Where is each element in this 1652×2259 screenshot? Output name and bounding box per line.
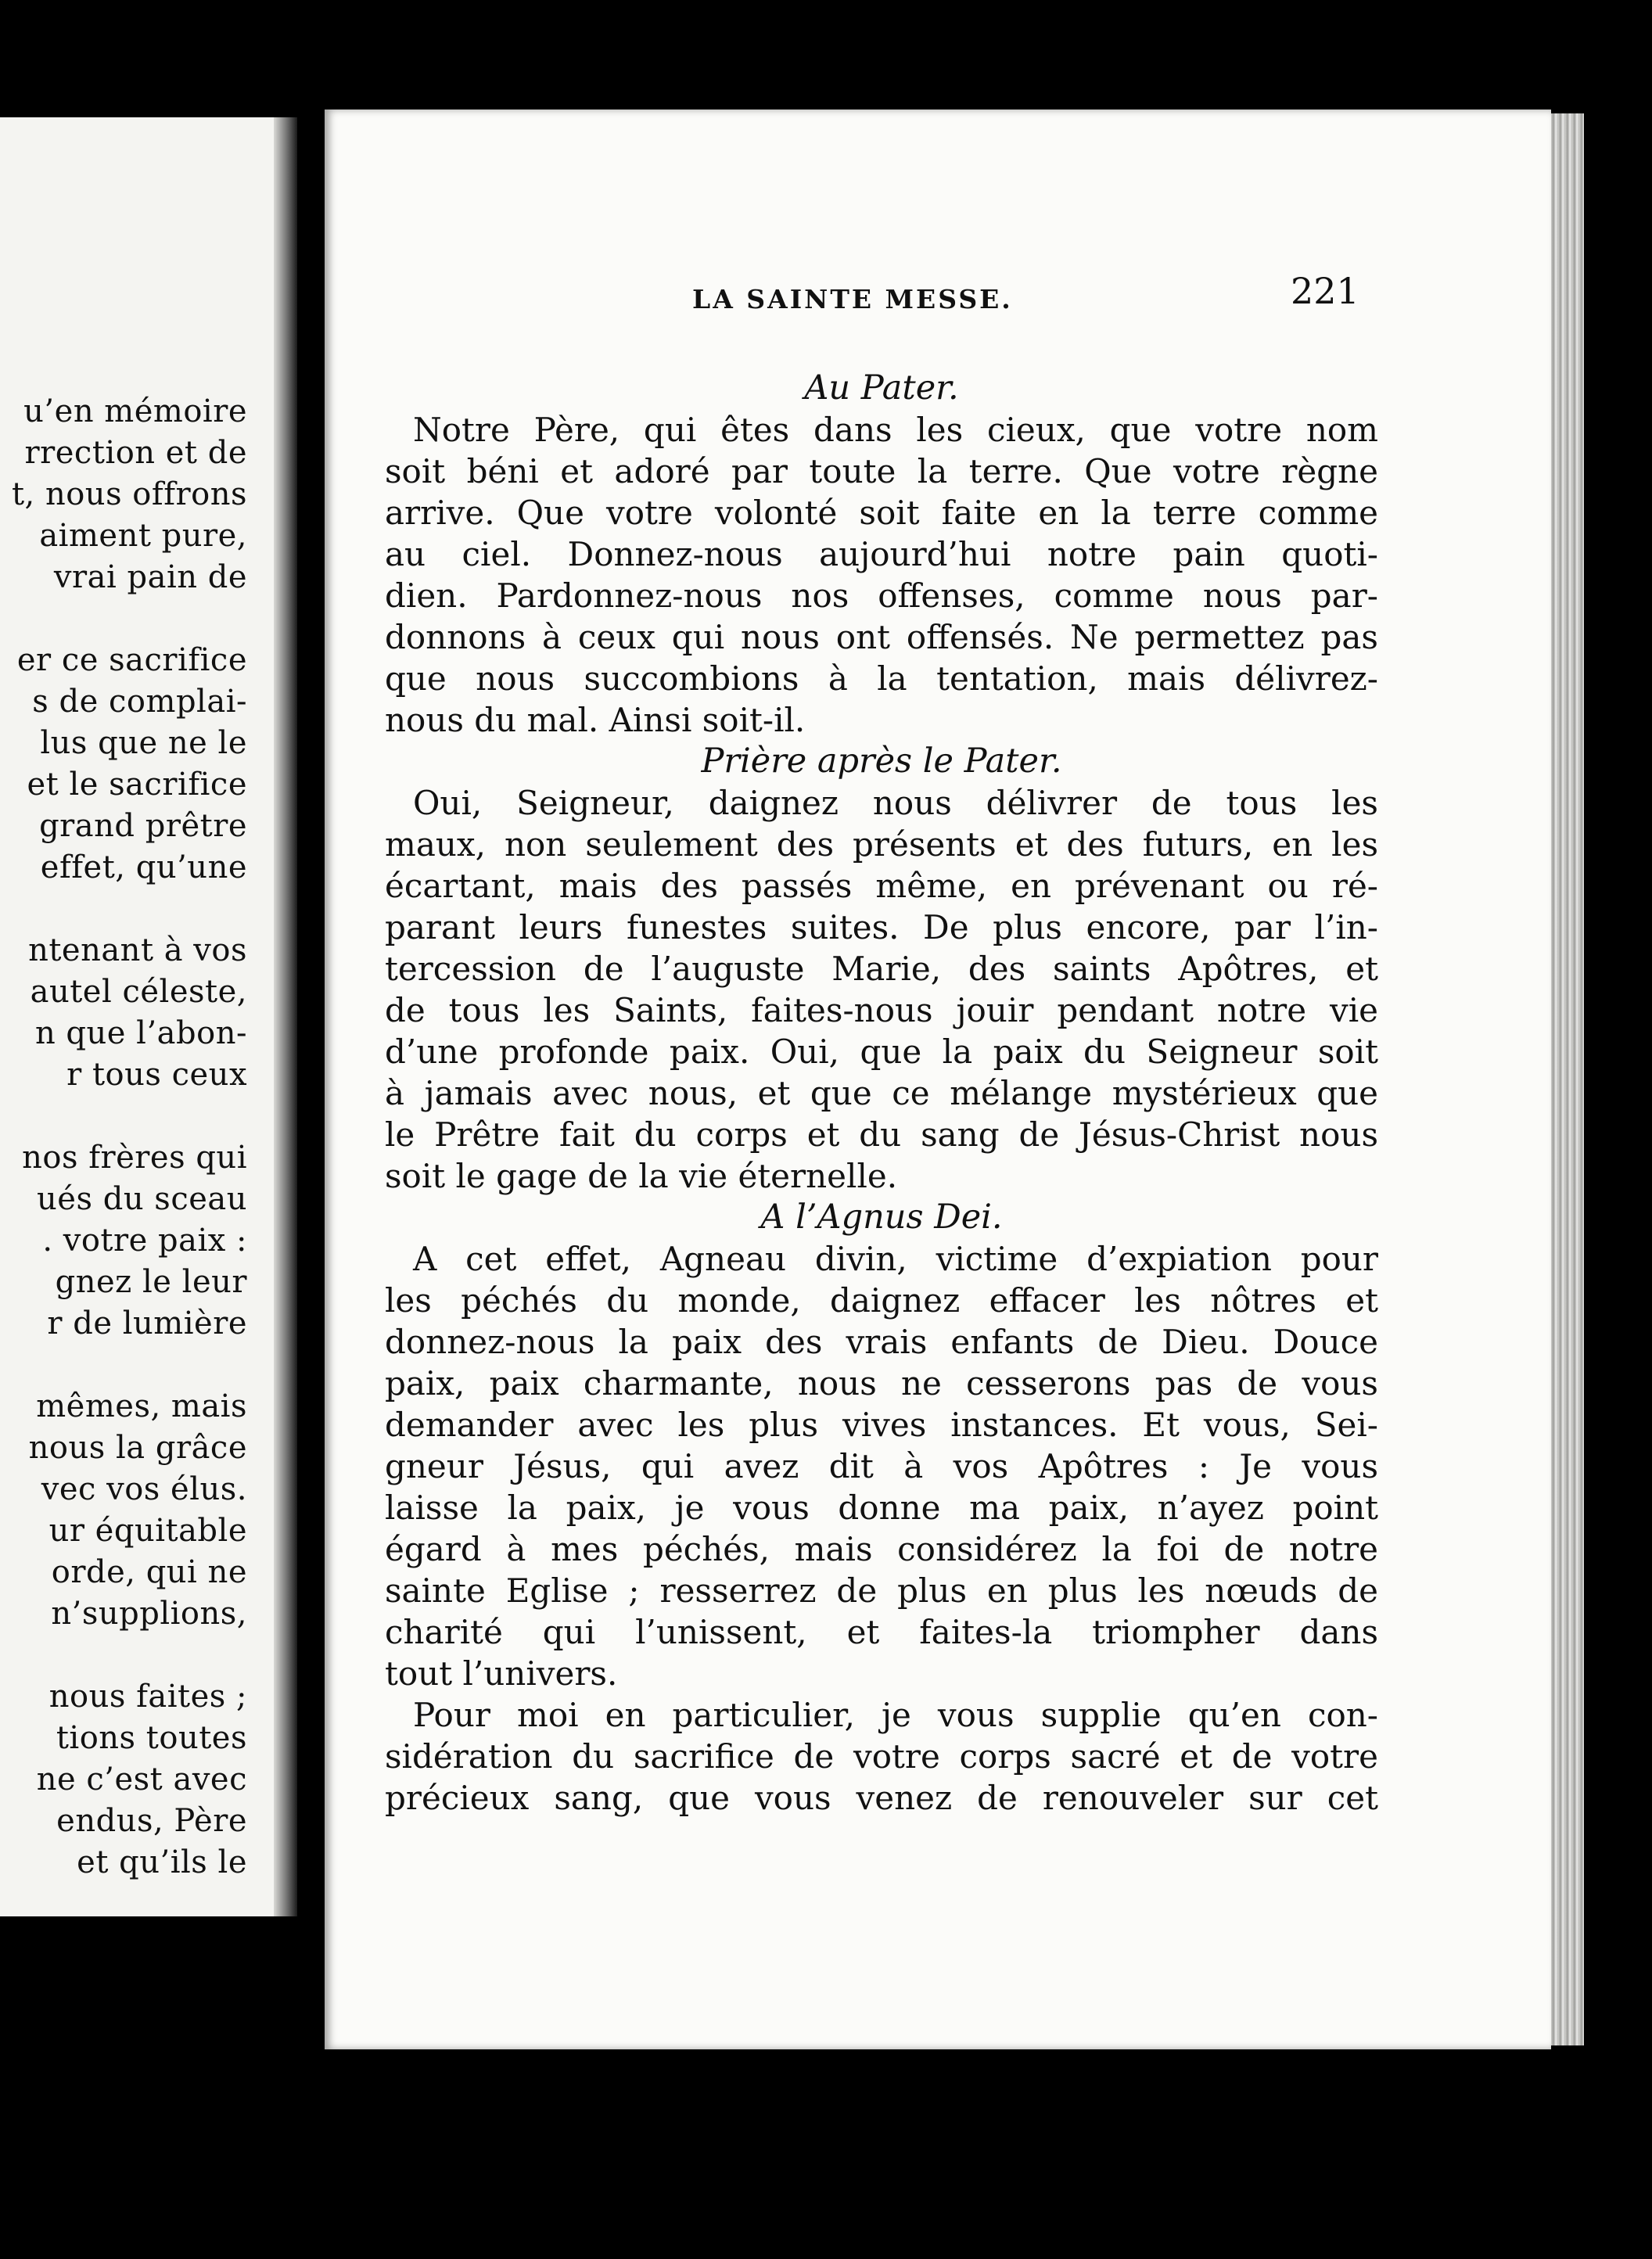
text-line: tout l’univers.	[385, 1654, 618, 1693]
text-line: dien. Pardonnez-nous nos offenses, comme nous par-	[385, 576, 1378, 615]
text-line: Pour moi en particulier, je vous supplie qu’en con-	[413, 1696, 1378, 1734]
text-line: tercession de l’auguste Marie, des saints Apôtres, et	[385, 950, 1378, 988]
left-page-line: tions toutes	[56, 1720, 247, 1756]
left-page-line: lus que ne le	[40, 725, 247, 761]
left-page-line: u’en mémoire	[23, 393, 247, 429]
left-page-line: ués du sceau	[37, 1181, 247, 1217]
text-line: Oui, Seigneur, daignez nous délivrer de tous les	[413, 784, 1378, 822]
text-line: les péchés du monde, daignez effacer les nôtres et	[385, 1281, 1378, 1320]
left-page-line	[12, 1345, 247, 1386]
text-line: écartant, mais des passés même, en prévenant ou ré-	[385, 867, 1378, 905]
text-line: que nous succombions à la tentation, mais délivrez-	[385, 659, 1378, 698]
text-line: gneur Jésus, qui avez dit à vos Apôtres : Je vous	[385, 1447, 1378, 1485]
left-page-line: et qu’ils le	[77, 1844, 247, 1880]
text-line: soit le gage de la vie éternelle.	[385, 1157, 898, 1195]
text-line: donnez-nous la paix des vrais enfants de Dieu. Douce	[385, 1323, 1378, 1361]
text-line: A cet effet, Agneau divin, victime d’expiation pour	[413, 1240, 1378, 1278]
left-page-line: rrection et de	[24, 435, 247, 471]
section-heading: Prière après le Pater.	[701, 742, 1062, 781]
text-line: d’une profonde paix. Oui, que la paix du Seigneur soit	[385, 1033, 1378, 1071]
left-page-line: s de complai-	[32, 684, 247, 720]
left-page-line	[12, 598, 247, 640]
text-line: sidération du sacrifice de votre corps sacré et de votre	[385, 1737, 1378, 1776]
left-page-line: n que l’abon-	[34, 1015, 247, 1051]
running-head: LA SAINTE MESSE.	[692, 284, 1013, 314]
left-page-line: nous faites ;	[48, 1679, 247, 1715]
text-line: soit béni et adoré par toute la terre. Que votre règne	[385, 452, 1378, 490]
left-page-line	[12, 1096, 247, 1137]
left-page-line: autel céleste,	[30, 974, 247, 1010]
text-line: précieux sang, que vous venez de renouveler sur cet	[385, 1779, 1378, 1817]
text-line: arrive. Que votre volonté soit faite en la terre comme	[385, 494, 1378, 532]
text-line: charité qui l’unissent, et faites-la triompher dans	[385, 1613, 1378, 1651]
left-page-line: . votre paix :	[42, 1223, 247, 1259]
section-heading: Au Pater.	[804, 368, 959, 408]
left-page-line: mêmes, mais	[36, 1388, 247, 1424]
text-line: Notre Père, qui êtes dans les cieux, que votre nom	[413, 411, 1378, 449]
left-page-line: nos frères qui	[22, 1140, 247, 1176]
section-heading: A l’Agnus Dei.	[760, 1198, 1003, 1237]
left-page-line: vrai pain de	[53, 559, 247, 595]
text-line: le Prêtre fait du corps et du sang de Jésus-Christ nous	[385, 1115, 1378, 1154]
page-edges	[1551, 113, 1584, 2045]
text-line: sainte Eglise ; resserrez de plus en plus les nœuds de	[385, 1571, 1378, 1610]
left-page-line: er ce sacrifice	[16, 642, 247, 678]
left-page-line: nous la grâce	[28, 1430, 247, 1466]
text-line: laisse la paix, je vous donne ma paix, n’ayez point	[385, 1489, 1378, 1527]
text-line: au ciel. Donnez-nous aujourd’hui notre pain quoti-	[385, 535, 1378, 573]
left-page-line: aiment pure,	[39, 518, 247, 554]
left-page-line: r tous ceux	[66, 1057, 247, 1093]
book-gutter	[274, 117, 297, 1916]
text-line: nous du mal. Ainsi soit-il.	[385, 701, 806, 739]
left-page-line: n’supplions,	[51, 1596, 247, 1632]
left-page-line: t, nous offrons	[11, 476, 247, 512]
text-line: paix, paix charmante, nous ne cesserons pas de vous	[385, 1364, 1378, 1402]
left-page-line: et le sacrifice	[27, 767, 247, 803]
left-page-line: vec vos élus.	[41, 1471, 247, 1507]
page-body	[385, 368, 1378, 1819]
text-line: parant leurs funestes suites. De plus encore, par l’in-	[385, 908, 1378, 946]
left-page-line: endus, Père	[56, 1803, 247, 1839]
page-number: 221	[1291, 270, 1359, 312]
left-page-line: effet, qu’une	[40, 849, 247, 885]
text-line: demander avec les plus vives instances. Et vous, Sei-	[385, 1406, 1378, 1444]
text-line: de tous les Saints, faites-nous jouir pendant notre vie	[385, 991, 1378, 1029]
text-line: à jamais avec nous, et que ce mélange mystérieux que	[385, 1074, 1378, 1112]
left-page-line: orde, qui ne	[51, 1554, 247, 1590]
left-page-line	[12, 1635, 247, 1676]
left-page-line: grand prêtre	[39, 808, 247, 844]
text-line: égard à mes péchés, mais considérez la foi de notre	[385, 1530, 1378, 1568]
left-page-text	[12, 391, 247, 1884]
left-page-line	[12, 889, 247, 930]
left-page-line: gnez le leur	[55, 1264, 247, 1300]
left-page-line: ntenant à vos	[28, 932, 247, 968]
text-line: maux, non seulement des présents et des futurs, en les	[385, 825, 1378, 864]
left-page	[0, 117, 274, 1916]
left-page-line: r de lumière	[47, 1305, 247, 1341]
left-page-line: ur équitable	[48, 1513, 247, 1549]
text-line: donnons à ceux qui nous ont offensés. Ne permettez pas	[385, 618, 1378, 656]
left-page-line: ne c’est avec	[36, 1762, 247, 1798]
